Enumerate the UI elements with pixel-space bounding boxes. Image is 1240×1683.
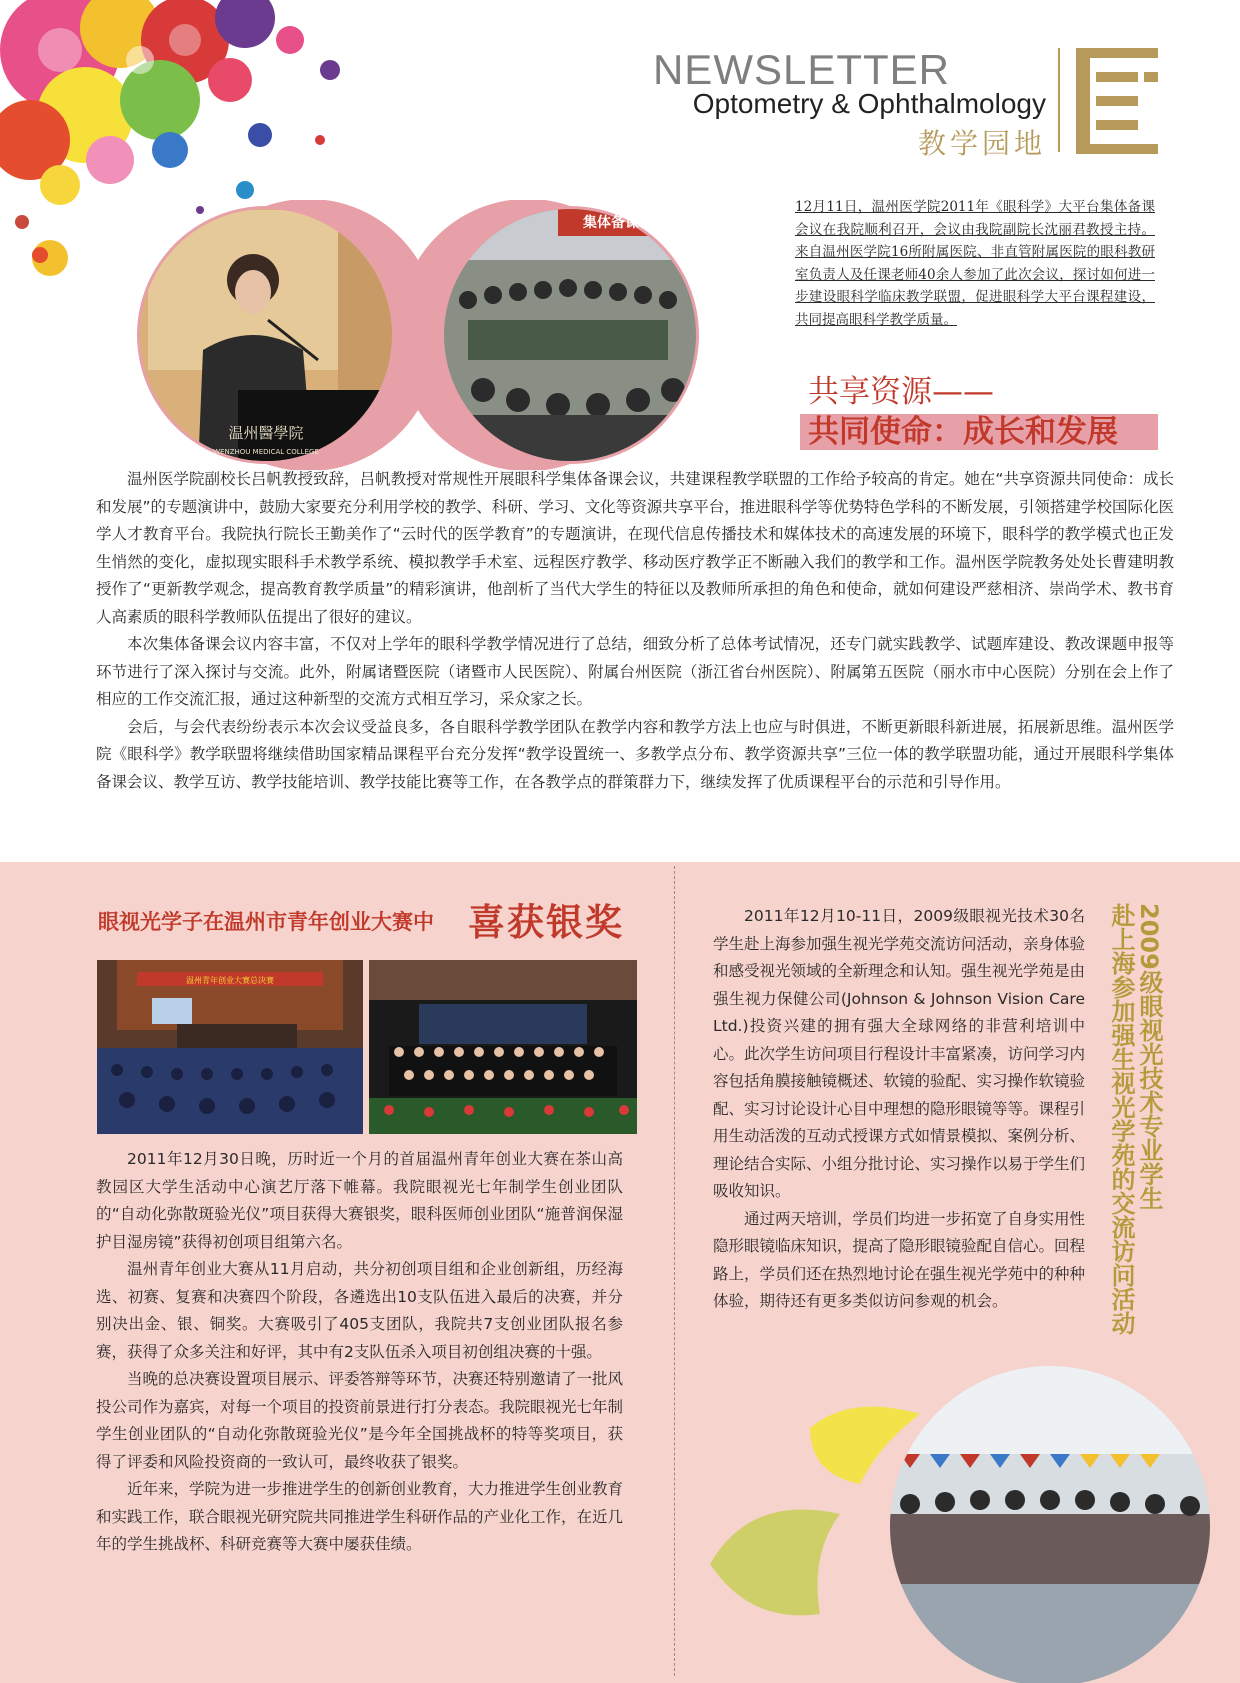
podium-caption: 温州醫學院 <box>228 424 304 442</box>
visit-article <box>713 903 1085 1316</box>
visit-title-line2: 赴上海参加强生视光学苑的交流访问活动 <box>1107 903 1135 1335</box>
newsletter-heading: NEWSLETTER <box>652 46 950 93</box>
article-paragraph: 温州医学院副校长吕帆教授致辞，吕帆教授对常规性开展眼科学集体备课会议，共建课程教学联盟的工作给予较高的肯定。她在“共享资源共同使命：成长和发展”的专题演讲中，鼓励大家要充分利用学校的教学、科研、学习、文化等资源共享平台，推进眼科学等优势特色学科的不断发展，引领搭建学校国际化医学人才教育平台。我院执行院长王勤美作了“云时代的医学教育”的专题演讲，在现代信息传播技术和媒体技术的高速发展的环境下，眼科学的教学模式也正发生悄然的变化，虚拟现实眼科手术教学系统、模拟教学手术室、远程医疗教学、移动医疗教学正不断融入我们的教学和工作。温州医学院教务处处长曹建明教授作了“更新教学观念，提高教育教学质量”的精彩演讲，他剖析了当代大学生的特征以及教师所承担的角色和使命，就如何建设严慈相济、崇尚学术、教书育人高素质的眼科学教师队伍提出了很好的建议。 <box>96 470 1174 626</box>
intro-summary: 12月11日，温州医学院2011年《眼科学》大平台集体备课会议在我院顺利召开，会议由我院副院长沈丽君教授主持。来自温州医学院16所附属医院、非直管附属医院的眼科教研室负责人及任课老师40余人参加了此次会议，探讨如何进一步建设眼科学临床教学联盟，促进眼科学大平台课程建设，共同提高眼科学教学质量。 <box>795 199 1155 328</box>
main-article <box>96 466 1174 796</box>
article-paragraph: 会后，与会代表纷纷表示本次会议受益良多，各自眼科学教学团队在教学内容和教学方法上也应与时俱进，不断更新眼科新进展，拓展新思维。温州医学院《眼科学》教学联盟将继续借助国家精品课程平台充分发挥“教学设置统一、多教学点分布、教学资源共享”三位一体的教学联盟功能，通过开展眼科学集体备课会议、教学互访、教学技能培训、教学技能比赛等工作，在各教学点的群策群力下，继续发挥了优质课程平台的示范和引导作用。 <box>96 717 1174 791</box>
article-paragraph: 本次集体备课会议内容丰富，不仅对上学年的眼科学教学情况进行了总结，细致分析了总体考试情况，还专门就实践教学、试题库建设、教改课题申报等环节进行了深入探讨与交流。此外，附属诸暨医院（诸暨市人民医院）、附属台州医院（浙江省台州医院）、附属第五医院（丽水市中心医院）分别在会上作了相应的工作交流汇报，通过这种新型的交流方式相互学习，采众家之长。 <box>96 635 1174 708</box>
contest-hall-photo <box>97 960 363 1134</box>
header-divider <box>1058 48 1060 152</box>
contest-title-highlight: 喜获银奖 <box>468 901 624 944</box>
training-photo <box>690 1354 1240 1683</box>
contest-group-photo <box>369 960 637 1134</box>
visit-title-line1: 2009级眼视光技术专业学生 <box>1135 903 1163 1210</box>
contest-paragraph: 温州青年创业大赛从11月启动，共分初创项目组和企业创新组，历经海选、初赛、复赛和决赛四个阶段，各遴选出10支队伍进入最后的决赛，并分别决出金、银、铜奖。大赛吸引了405支团队，我院共7支创业团队报名参赛，获得了众多关注和好评，其中有2支队伍杀入项目初创组决赛的十强。 <box>96 1260 623 1361</box>
contest-article <box>96 1146 623 1559</box>
newsletter-subtitle: Optometry & Ophthalmology <box>692 88 1046 119</box>
column-divider <box>674 866 675 1676</box>
contest-paragraph: 近年来，学院为进一步推进学生的创新创业教育，大力推进学生创业教育和实践工作，联合眼视光研究院共同推进学生科研作品的产业化工作，在近几年的学生挑战杯、科研竞赛等大赛中屡获佳绩。 <box>96 1480 624 1553</box>
visit-paragraph: 2011年12月10-11日，2009级眼视光技术30名学生赴上海参加强生视光学苑交流访问活动，亲身体验和感受视光领域的全新理念和认知。强生视光学苑是由强生视力保健公司(Johnson & Johnson Vision Care Ltd.)投资兴建的拥有强大全球网络的非营利培训中心。此次学生访问项目行程设计丰富紧凑，访问学习内容包括角膜接触镜概述、软镜的验配、实习操作软镜验配、实习讨论设计心目中理想的隐形眼镜等等。课程引用生动活泼的互动式授课方式如情景模拟、案例分析、理论结合实际、小组分批讨论、实习操作以易于学生们吸收知识。 <box>713 907 1086 1200</box>
section-mark-icon <box>1076 48 1158 154</box>
contest-paragraph: 当晚的总决赛设置项目展示、评委答辩等环节，决赛还特别邀请了一批风投公司作为嘉宾，对每一个项目的投资前景进行打分表态。我院眼视光七年制学生创业团队的“自动化弥散斑验光仪”是今年全国挑战杯的特等奖项目，获得了评委和风险投资商的一致认可，最终收获了银奖。 <box>96 1370 624 1471</box>
feature-title-line2: 共同使命：成长和发展 <box>808 414 1118 450</box>
section-title-cn: 教学园地 <box>917 127 1046 160</box>
contest-stage-banner: 温州青年创业大赛总决赛 <box>186 976 274 985</box>
contest-title: 眼视光学子在温州市青年创业大赛中 <box>98 909 434 934</box>
podium-caption-en: WENZHOU MEDICAL COLLEGE <box>213 448 319 456</box>
feature-title-line1: 共享资源—— <box>808 374 994 410</box>
contest-paragraph: 2011年12月30日晚，历时近一个月的首届温州青年创业大赛在茶山高教园区大学生活动中心演艺厅落下帷幕。我院眼视光七年制学生创业团队的“自动化弥散斑验光仪”项目获得大赛银奖，眼科医师创业团队“施普润保湿护目湿房镜”获得初创项目组第六名。 <box>96 1150 623 1251</box>
meeting-photos <box>88 200 788 470</box>
visit-paragraph: 通过两天培训，学员们均进一步拓宽了自身实用性隐形眼镜临床知识，提高了隐形眼镜验配自信心。回程路上，学员们还在热烈地讨论在强生视光学苑中的种种体验，期待还有更多类似访问参观的机会。 <box>713 1209 1086 1310</box>
meeting-banner-text: 集体备课会 <box>583 215 653 231</box>
